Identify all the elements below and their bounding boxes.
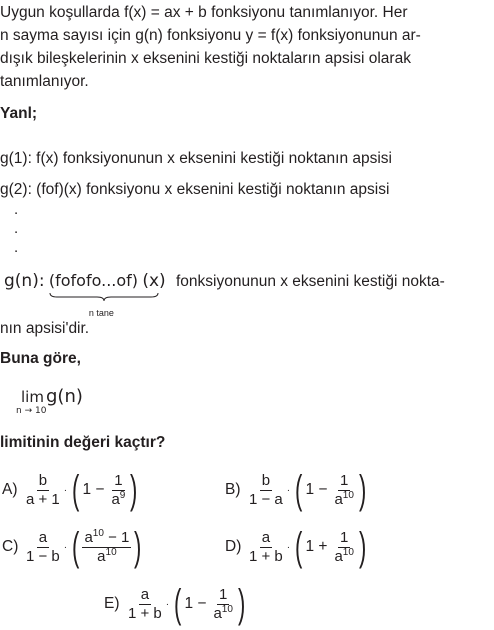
- gn-definition: [4, 270, 445, 318]
- gn-compose-text: (fofofo...of): [48, 271, 139, 290]
- option-e-label: E): [104, 595, 120, 612]
- gn-rest: fonksiyonunun x eksenini kestiği nokta-: [175, 273, 445, 290]
- lim-word: lim: [21, 388, 44, 406]
- option-c[interactable]: C) $\frac{a}{1 - b}$ · ( $\frac{a^{10} - 1}{a^{10}}$ ): [2, 525, 142, 569]
- option-a-fraction: $\frac{b}{a + 1}$: [26, 471, 60, 508]
- option-a-inner-fraction: $\frac{1}{a^9}$: [111, 471, 126, 508]
- option-c-fraction: $\frac{a}{1 - b}$: [26, 528, 60, 565]
- option-e-fraction: $\frac{a}{1 + b}$: [128, 585, 162, 622]
- gn-line-2: nın apsisi'dir.: [0, 320, 90, 337]
- ellipsis-dot-3: .: [14, 239, 19, 256]
- limit-expression: [16, 384, 106, 420]
- problem-line-4: tanımlanıyor.: [0, 73, 89, 90]
- gn-composition: [48, 270, 139, 318]
- option-d-label: D): [225, 538, 242, 555]
- option-a[interactable]: A) $\frac{b}{a + 1}$ · ( 1 − $\frac{1}{a^9}$ ): [2, 468, 138, 512]
- option-b-label: B): [225, 481, 241, 498]
- ellipsis-dot-1: .: [14, 201, 19, 218]
- problem-line-1: Uygun koşullarda f(x) = ax + b fonksiyonu tanımlanıyor. Her: [0, 4, 408, 21]
- option-b-inner-fraction: $\frac{1}{a^{10}}$: [334, 471, 354, 508]
- option-e[interactable]: E) $\frac{a}{1 + b}$ · ( 1 − $\frac{1}{a^{10}}$ ): [104, 582, 246, 626]
- option-b[interactable]: B) $\frac{b}{1 - a}$ · ( 1 − $\frac{1}{a^{10}}$ ): [225, 468, 367, 512]
- option-e-inner-fraction: $\frac{1}{a^{10}}$: [213, 585, 233, 622]
- ellipsis-dot-2: .: [14, 220, 19, 237]
- buna-gore: Buna göre,: [0, 350, 81, 367]
- gn-prefix: g(n):: [4, 271, 45, 291]
- option-c-inner-fraction: $\frac{a^{10} - 1}{a^{10}}$: [84, 527, 130, 565]
- underbrace-icon: [49, 292, 159, 302]
- g2-definition: g(2): (fof)(x) fonksiyonu x eksenini kestiği noktanın apsisi: [0, 181, 390, 198]
- option-a-label: A): [2, 481, 18, 498]
- option-c-label: C): [2, 538, 19, 555]
- option-b-fraction: $\frac{b}{1 - a}$: [249, 471, 283, 508]
- option-d-fraction: $\frac{a}{1 + b}$: [249, 528, 283, 565]
- g1-definition: g(1): f(x) fonksiyonunun x eksenini kestiği noktanın apsisi: [0, 150, 393, 167]
- underbrace-label: n tane: [88, 308, 114, 318]
- option-d-inner-fraction: $\frac{1}{a^{10}}$: [334, 528, 354, 565]
- question-text: limitinin değeri kaçtır?: [0, 434, 166, 451]
- problem-line-2: n sayma sayısı için g(n) fonksiyonu y = f(x) fonksiyonunun ar-: [0, 27, 421, 44]
- lim-sub: n → 10: [16, 406, 47, 416]
- yani-heading: Yanl;: [0, 105, 38, 122]
- problem-line-3: dışık bileşkelerinin x eksenini kestiği noktaların apsisi olarak: [0, 50, 411, 67]
- gn-x: (x): [142, 271, 166, 291]
- lim-expr: g(n): [46, 386, 83, 407]
- option-d[interactable]: D) $\frac{a}{1 + b}$ · ( 1 + $\frac{1}{a^{10}}$ ): [225, 525, 367, 569]
